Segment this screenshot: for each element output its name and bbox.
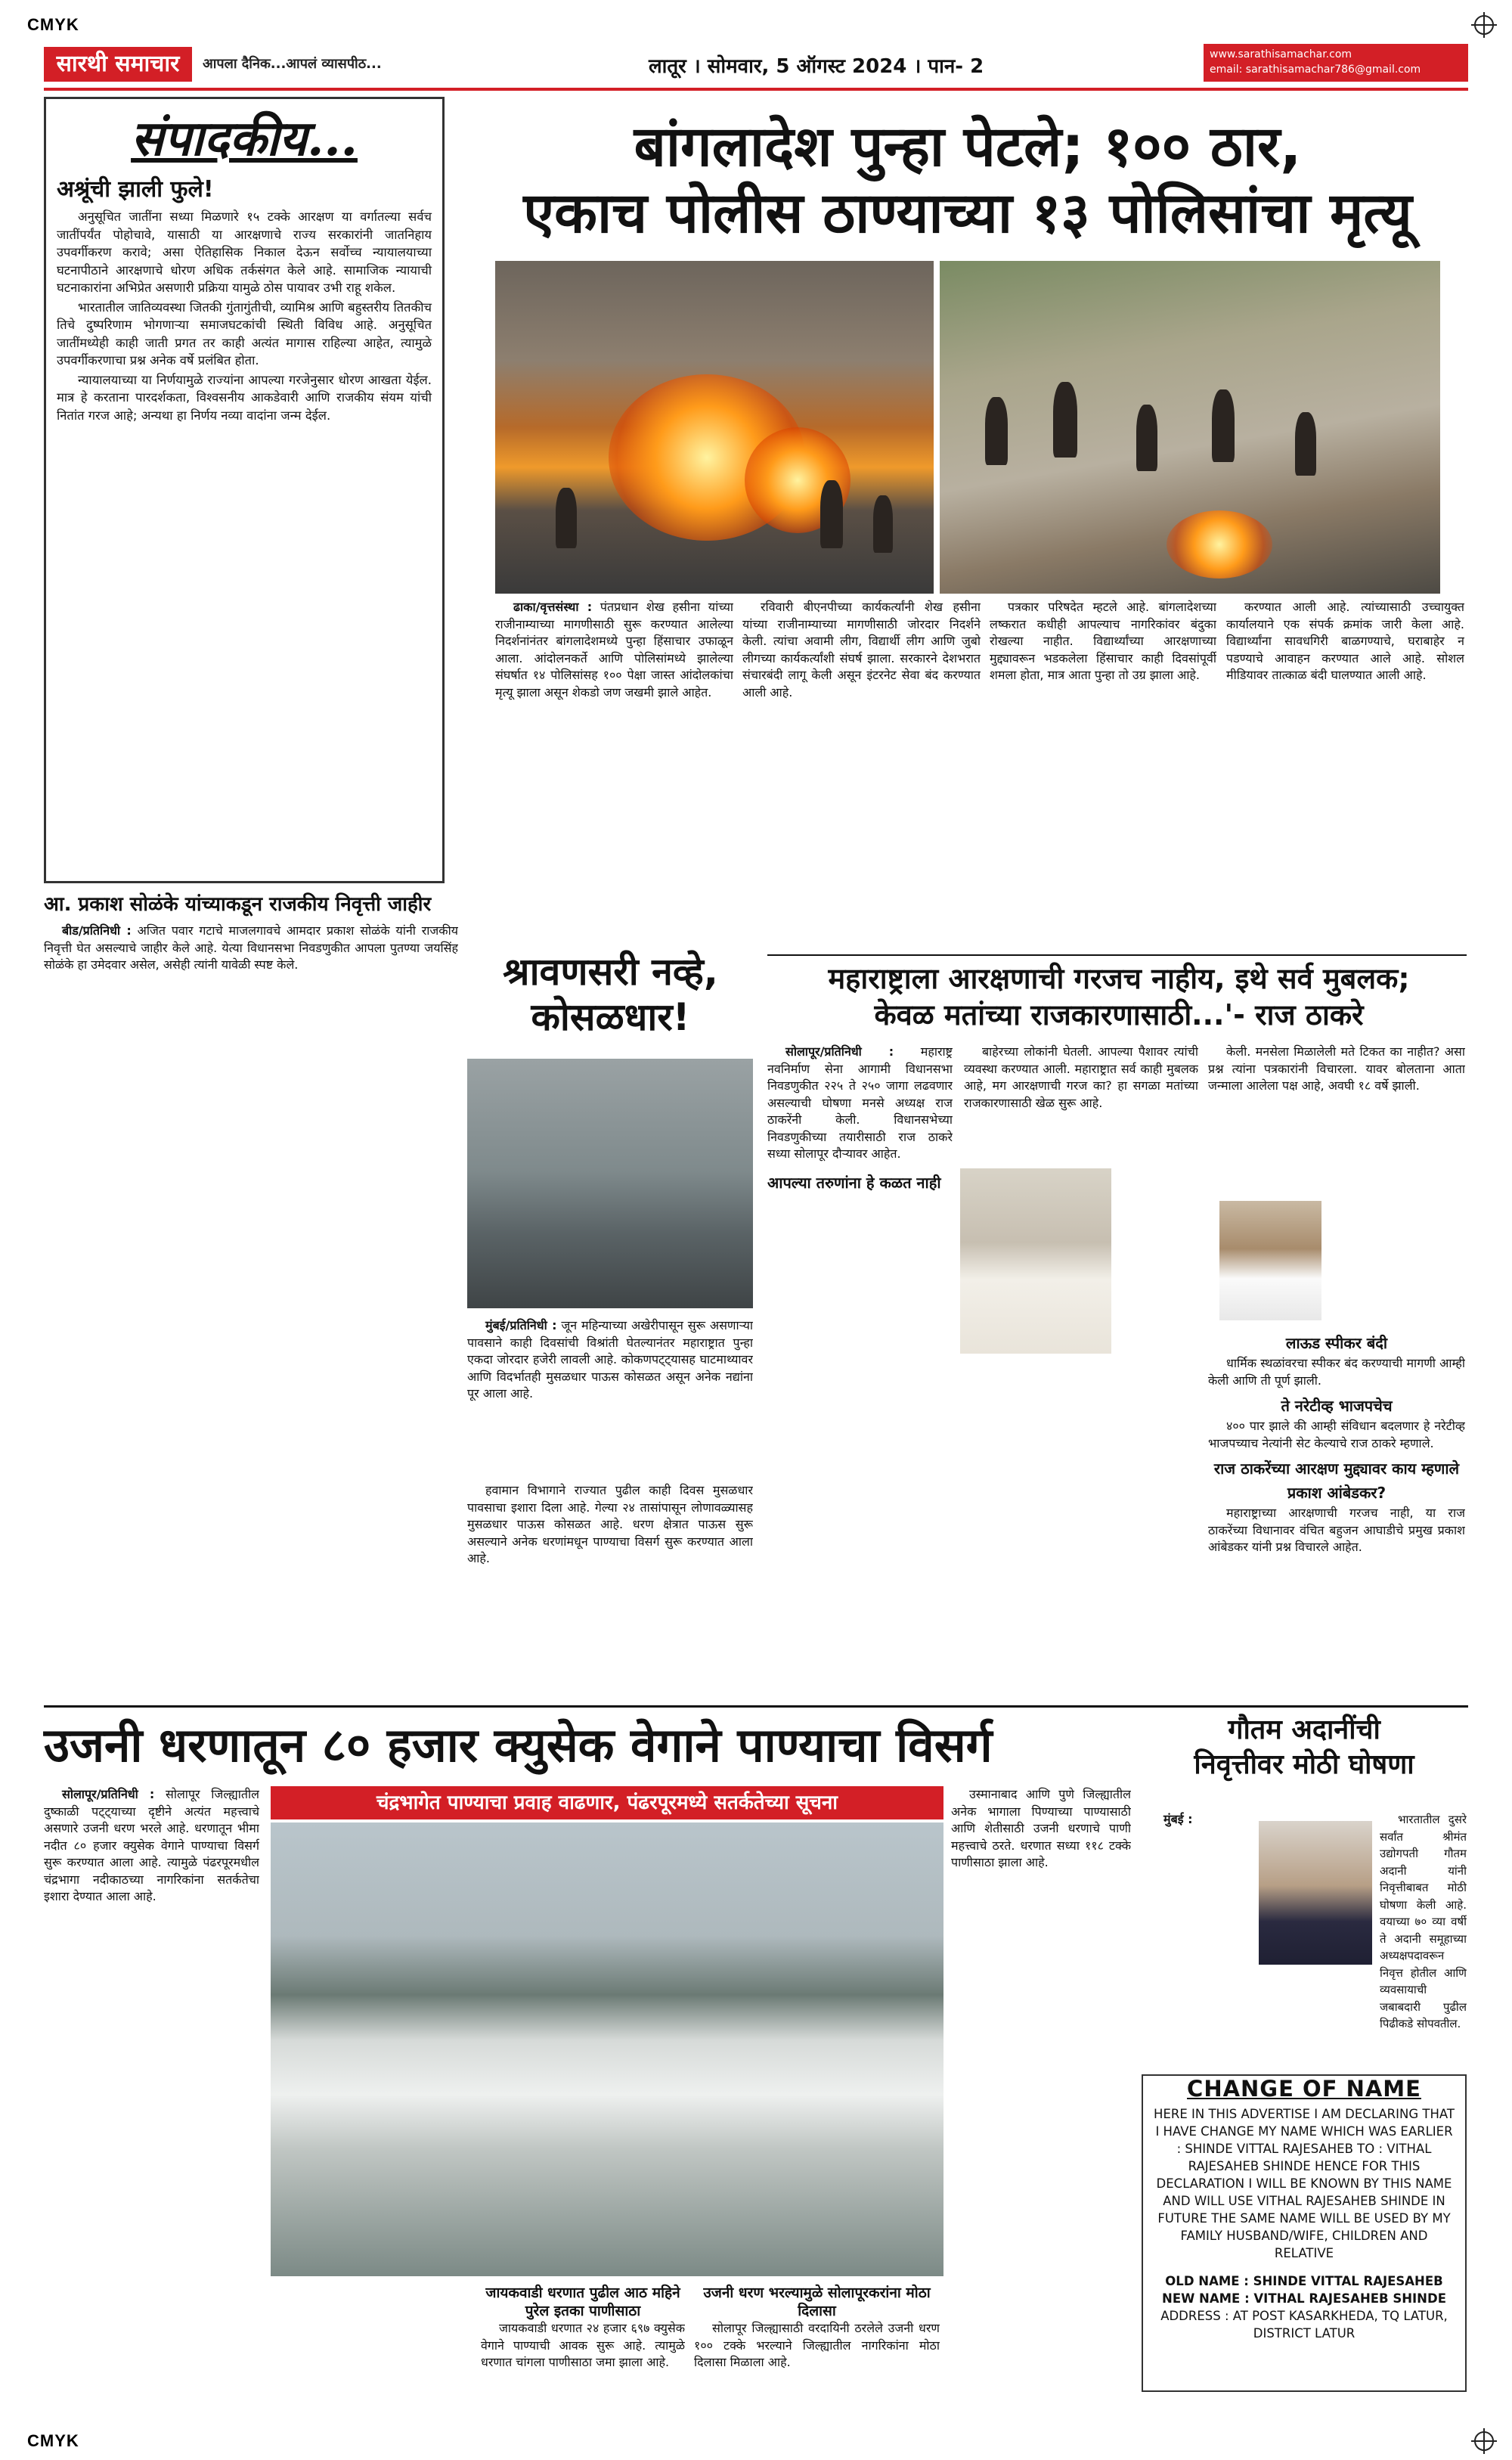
gautam-column-right: भारतातील दुसरे सर्वांत श्रीमंत उद्योगपती गौतम अदानी यांनी निवृत्तीबाबत मोठी घोषणा केली आहे. वयाच्या ७० व्या वर्षी ते अदानी समूहाच्या अध्यक्षपदावरून निवृत्त होतील आणि व्यवसायाची जबाबदारी पुढील पिढीकडे सोपवतील.	[1380, 1813, 1467, 2030]
raj-top-rule	[767, 954, 1467, 956]
editorial-paragraph: न्यायालयाच्या या निर्णयामुळे राज्यांना आपल्या गरजेनुसार धोरण आखता येईल. मात्र हे करताना पारदर्शकता, विश्वसनीय आकडेवारी आणि राजकीय संयम यांची नितांत गरज आहे; अन्यथा हा निर्णय नव्या वादांना जन्म देईल.	[57, 372, 432, 423]
email-link[interactable]: email: sarathisamachar786@gmail.com	[1210, 64, 1421, 76]
ujani-headline: उजनी धरणातून ८० हजार क्युसेक वेगाने पाण्याचा विसर्ग	[44, 1717, 993, 1773]
raj-column-2-top: बाहेरच्या लोकांनी घेतली. आपल्या पैशावर त्यांची व्यवस्था करण्यात आली. महाराष्ट्रात सर्व काही मुबलक आहे, मग आरक्षणाची गरज का? हा सगळा मतांच्या राजकारणासाठी खेळ सुरू आहे.	[964, 1044, 1198, 1110]
dateline: लातूर । सोमवार, 5 ऑगस्ट 2024 । पान- 2	[649, 55, 984, 78]
registration-mark-bottom-icon	[1474, 2431, 1494, 2451]
raj-column-3: केली. मनसेला मिळालेली मते टिकत का नाहीत? असा प्रश्न त्यांना पत्रकारांनी विचारला. यावर बोलताना आता जन्माला आलेला पक्ष आहे, अवघी १८ वर्षे झाली.	[1208, 1044, 1465, 1093]
bangladesh-headline-line1: बांगलादेश पुन्हा पेटले; १०० ठार,	[634, 114, 1302, 179]
shravan-column-1: मुंबई/प्रतिनिधी : जून महिन्याच्या अखेरीपासून सुरू असणाऱ्या पावसाने काही दिवसांची विश्रांती घेतल्यानंतर महाराष्ट्रात पुन्हा एकदा जोरदार हजेरी लावली आहे. कोकणपट्ट्यासह घाटमाथ्यावर आणि विदर्भातही मुसळधार पाऊस कोसळत असून अनेक नद्यांना पूर आला आहे.	[467, 1318, 753, 1401]
notice-address: ADDRESS : AT POST KASARKHEDA, TQ LATUR, DISTRICT LATUR	[1160, 2309, 1448, 2341]
ujani-banner: चंद्रभागेत पाण्याचा प्रवाह वाढणार, पंढरपूरमध्ये सतर्कतेच्या सूचना	[271, 1786, 943, 1819]
raj-thackeray-photo	[960, 1168, 1111, 1354]
shravan-headline: श्रावणसरी नव्हे, कोसळधार!	[503, 950, 718, 1039]
ujani-column-2: उस्मानाबाद आणि पुणे जिल्ह्यातील अनेक भागाला पिण्याच्या पाण्यासाठी आणि शेतीसाठी उजनी धरणाचे पाणी महत्त्वाचे ठरते. धरणात सध्या ११८ टक्के पाणीसाठा झाला आहे.	[951, 1787, 1131, 1869]
person-portrait-photo	[1219, 1201, 1321, 1320]
bangladesh-riot-photo-fire	[495, 261, 934, 594]
raj-subhead: आपल्या तरुणांना हे कळत नाही	[767, 1173, 941, 1192]
website-link[interactable]: www.sarathisamachar.com	[1210, 48, 1352, 60]
editorial-paragraph: अनुसूचित जातींना सध्या मिळणारे १५ टक्के आरक्षण या वर्गातल्या सर्वच जातींपर्यंत पोहोचावे, यासाठी या आरक्षणाचे राज्य सरकारांनी जातनिहाय उपवर्गीकरण करावे; असा ऐतिहासिक निकाल देऊन सर्वोच्च न्यायालयाच्या घटनापीठाने आरक्षणाचे धोरण अधिक तर्कसंगत केले आहे. सामाजिक न्यायाची घटनाकारांना अभिप्रेत असणारी प्रक्रिया यामुळे ठोस पायावर उभी राहू शकेल.	[57, 209, 432, 295]
dam-photo	[271, 1823, 943, 2276]
contact-box	[1204, 44, 1468, 82]
raj-column-3-bottom: लाऊड स्पीकर बंदी धार्मिक स्थळांवरचा स्पीकर बंद करण्याची मागणी आम्ही केली आणि ती पूर्ण झाली. ते नरेटीव्ह भाजपचेच ४०० पार झाले की आम्ही संविधान बदलणार हे नरेटीव्ह भाजपच्याच नेत्यांनी सेट केल्याचे राज ठाकरे म्हणाले. राज ठाकरेंच्या आरक्षण मुद्द्यावर काय म्हणाले प्रकाश आंबेडकर? महाराष्ट्राच्या आरक्षणाची गरजच नाही, या राज ठाकरेंच्या विधानावर वंचित बहुजन आघाडीचे प्रमुख प्रकाश आंबेडकर यांनी प्रश्न विचारले आहेत.	[1208, 1334, 1465, 1554]
notice-title: CHANGE OF NAME	[1187, 2076, 1421, 2102]
editorial-body	[57, 208, 432, 424]
notice-new-name: NEW NAME : VITHAL RAJESAHEB SHINDE	[1162, 2291, 1446, 2306]
bangladesh-column-4: करण्यात आली आहे. त्यांच्यासाठी उच्चायुक्त कार्यालयाने एक संपर्क क्रमांक जारी केला आहे. विद्यार्थ्यांना सावधगिरी बाळगण्याचे, घराबाहेर न पडण्याचे आवाहन करण्यात आले आहे. सोशल मीडियावर तात्काळ बंदी घालण्यात आली आहे.	[1226, 600, 1464, 682]
gautam-headline: गौतम अदानींची निवृत्तीवर मोठी घोषणा	[1194, 1714, 1414, 1780]
bangladesh-column-2: रविवारी बीएनपीच्या कार्यकर्त्यांनी शेख हसीना यांच्या राजीनाम्याच्या मागणीसाठी जोरदार निदर्शने केली. त्यांचा अवामी लीग, विद्यार्थी लीग आणि जुबो लीगच्या कार्यकर्त्यांशी संघर्ष झाला. सरकारने देशभरात संचारबंदी लागू केली असून इंटरनेट सेवा बंद करण्यात आली आहे.	[742, 600, 981, 700]
bangladesh-headline-line2: एकाच पोलीस ठाण्याच्या १३ पोलिसांचा मृत्यू	[523, 181, 1412, 246]
bangladesh-headline	[469, 113, 1467, 247]
rain-photo	[467, 1059, 753, 1308]
masthead	[44, 44, 1468, 85]
raj-column-1: सोलापूर/प्रतिनिधी : महाराष्ट्र नवनिर्माण सेना आगामी विधानसभा निवडणुकीत २२५ ते २५० जागा लढवणार असल्याची घोषणा मनसे अध्यक्ष राज ठाकरेंनी केली. विधानसभेच्या निवडणुकीच्या तयारीसाठी राज ठाकरे सध्या सोलापूर दौऱ्यावर आहेत. आपल्या तरुणांना हे कळत नाही	[767, 1044, 953, 1679]
retirement-text: अजित पवार गटाचे माजलगावचे आमदार प्रकाश सोळंके यांनी राजकीय निवृत्ती घेत असल्याचे जाहीर केले आहे. येत्या विधानसभा निवडणुकीत आपला पुतण्या जयसिंह सोळंके हा उमेदवार असेल, असेही त्यांनी यावेळी स्पष्ट केले.	[44, 923, 458, 972]
editorial-box	[44, 97, 445, 883]
section-divider	[44, 1705, 1468, 1708]
ujani-sub2: उजनी धरण भरल्यामुळे सोलापूरकरांना मोठा दिलासा सोलापूर जिल्ह्यासाठी वरदायिनी ठरलेले उजनी धरण १०० टक्के भरल्याने जिल्ह्यातील नागरिकांना मोठा दिलासा मिळाला आहे.	[694, 2285, 940, 2369]
tagline: आपला दैनिक...आपलं व्यासपीठ...	[203, 56, 382, 72]
shravan-column-2: हवामान विभागाने राज्यात पुढील काही दिवस मुसळधार पावसाचा इशारा दिला आहे. गेल्या २४ तासांपासून लोणावळ्यासह मुसळधार पाऊस कोसळत आहे. धरण क्षेत्रात पाऊस सुरू असल्याने अनेक धरणांमधून पाण्याचा विसर्ग सुरू करण्यात आला आहे.	[467, 1483, 753, 1565]
gautam-column-left: मुंबई :	[1163, 1812, 1193, 1826]
notice-old-name: OLD NAME : SHINDE VITTAL RAJESAHEB	[1165, 2274, 1443, 2288]
change-of-name-notice	[1142, 2074, 1467, 2392]
editorial-paragraph: भारतातील जातिव्यवस्था जितकी गुंतागुंतीची, व्यामिश्र आणि बहुस्तरीय तितकीच तिचे दुष्परिणाम भोगणाऱ्या समाजघटकांची स्थिती विविध आहे. अनुसूचित जातींमध्येही काही जाती प्रगत तर काही अत्यंत मागास राहिल्या आहेत, त्यामुळे उपवर्गीकरणाचा प्रश्न अनेक वर्षे प्रलंबित होता.	[57, 299, 432, 368]
notice-body: HERE IN THIS ADVERTISE I AM DECLARING THAT I HAVE CHANGE MY NAME WHICH WAS EARLIER : SHINDE VITTAL RAJESAHEB TO : VITHAL RAJESAHEB SHINDE HENCE FOR THIS DECLARATION I WILL BE KNOWN BY THIS NAME AND WILL USE VITHAL RAJESAHEB SHINDE IN FUTURE THE SAME NAME WILL BE USED BY MY FAMILY HUSBAND/WIFE, CHILDREN AND RELATIVE	[1154, 2107, 1455, 2260]
bangladesh-byline: ढाका/वृत्तसंस्था :	[513, 600, 593, 614]
ujani-column-1: सोलापूर/प्रतिनिधी : सोलापूर जिल्ह्यातील दुष्काळी पट्ट्याच्या दृष्टीने अत्यंत महत्त्वाचे असणारे उजनी धरण भरले आहे. धरणातून भीमा नदीत ८० हजार क्युसेक वेगाने पाण्याचा विसर्ग सुरू करण्यात आला आहे. त्यामुळे पंढरपूरमधील चंद्रभागा नदीकाठच्या नागरिकांना सतर्कतेचा इशारा देण्यात आला आहे.	[44, 1787, 259, 1903]
bangladesh-column-3: पत्रकार परिषदेत म्हटले आहे. बांगलादेशच्या लष्करात कधीही आपल्याच नागरिकांवर बंदुका रोखल्या नाहीत. विद्यार्थ्यांच्या आरक्षणाच्या मुद्द्यावरून भडकलेला हिंसाचार काही दिवसांपूर्वी शमला होता, मात्र आता पुन्हा तो उग्र झाला आहे.	[990, 600, 1216, 682]
retirement-byline: बीड/प्रतिनिधी :	[62, 923, 132, 938]
raj-headline: महाराष्ट्राला आरक्षणाची गरजच नाहीय, इथे सर्व मुबलक; केवळ मतांच्या राजकारणासाठी...'- राज ठाकरे	[828, 962, 1410, 1031]
gautam-adani-photo	[1259, 1821, 1372, 1965]
ujani-sub1: जायकवाडी धरणात पुढील आठ महिने पुरेल इतका पाणीसाठा जायकवाडी धरणात २४ हजार ६९७ क्युसेक वेगाने पाण्याची आवक सुरू आहे. त्यामुळे धरणात चांगला पाणीसाठा जमा झाला आहे.	[481, 2285, 685, 2369]
masthead-rule	[44, 88, 1468, 91]
registration-cmyk-bottom: CMYK	[27, 2431, 79, 2450]
retirement-headline: आ. प्रकाश सोळंके यांच्याकडून राजकीय निवृत्ती जाहीर	[44, 893, 432, 916]
bangladesh-column-1: ढाका/वृत्तसंस्था : पंतप्रधान शेख हसीना यांच्या राजीनाम्याच्या मागणीसाठी सुरू करण्यात आलेल्या निदर्शनांनंतर बांगलादेशमध्ये पुन्हा हिंसाचार उफाळून आला. आंदोलनकर्ते आणि पोलिसांमध्ये झालेल्या संघर्षात १४ पोलिसांसह १०० पेक्षा जास्त आंदोलकांचा मृत्यू झाला असून शेकडो जण जखमी झाले आहेत.	[495, 600, 733, 700]
retirement-article	[44, 892, 458, 974]
editorial-section-title: संपादकीय...	[131, 110, 358, 167]
editorial-headline: अश्रूंची झाली फुले!	[57, 176, 214, 203]
newspaper-logo: सारथी समाचार	[44, 47, 192, 82]
bangladesh-riot-photo-crowd	[940, 261, 1440, 594]
registration-mark-icon	[1474, 15, 1494, 35]
registration-cmyk-top: CMYK	[27, 15, 79, 34]
